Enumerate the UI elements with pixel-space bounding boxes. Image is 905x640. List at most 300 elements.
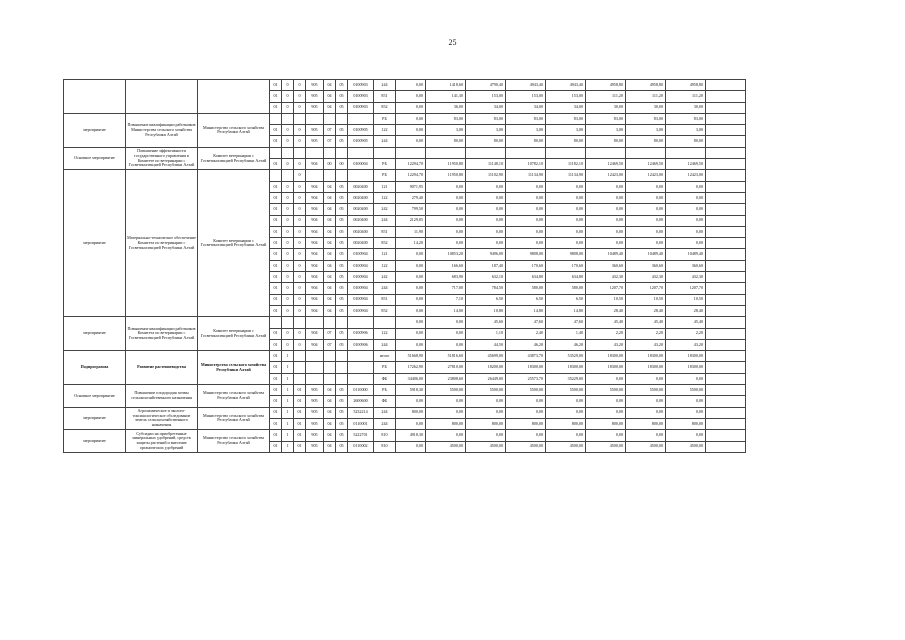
amount-cell: 12423,00 (666, 170, 706, 181)
amount-cell: 10489,40 (626, 249, 666, 260)
amount-cell: 0,00 (506, 204, 546, 215)
empty-cell (706, 215, 746, 226)
amount-cell: 83,00 (466, 113, 506, 124)
code-cell: 0 (294, 305, 306, 316)
amount-cell: 51816,60 (426, 351, 466, 362)
amount-cell: 0,00 (546, 181, 586, 192)
code-cell: 0 (282, 305, 294, 316)
amount-cell: 1207,70 (626, 283, 666, 294)
code-cell: 904 (306, 192, 324, 203)
code-cell: 0 (294, 192, 306, 203)
amount-cell: 0,00 (426, 226, 466, 237)
code-cell (348, 362, 374, 373)
code-cell: 904 (306, 159, 324, 170)
empty-cell (706, 430, 746, 441)
code-cell: 0 (282, 136, 294, 147)
amount-cell: 45,40 (626, 317, 666, 328)
amount-cell: 17262,90 (396, 362, 426, 373)
empty-cell (706, 351, 746, 362)
code-cell: 07 (324, 125, 336, 136)
code-cell: 0 (294, 102, 306, 113)
amount-cell: 0,00 (396, 136, 426, 147)
amount-cell: 4500,00 (626, 441, 666, 452)
table-row (64, 407, 786, 418)
code-cell: 0 (294, 80, 306, 91)
code-cell: 04 (324, 91, 336, 102)
code-cell: 0 (294, 181, 306, 192)
amount-cell (626, 147, 666, 158)
amount-cell: 0,00 (396, 272, 426, 283)
code-cell (270, 113, 282, 124)
code-cell: 1 (282, 430, 294, 441)
amount-cell: 0,00 (546, 215, 586, 226)
empty-cell (706, 328, 746, 339)
code-cell (324, 373, 336, 384)
amount-cell: 800,00 (546, 418, 586, 429)
code-cell: 01 (270, 430, 282, 441)
block-executor-cell: Комитет ветеринарии с Госветинспекцией Республики Алтай (198, 147, 270, 170)
code-cell: 05 (336, 204, 348, 215)
amount-cell: 0,00 (506, 226, 546, 237)
amount-cell: 18300,00 (626, 362, 666, 373)
code-cell: 0 (282, 226, 294, 237)
amount-cell: 0,00 (426, 339, 466, 350)
code-cell: 5222701 (348, 430, 374, 441)
amount-cell: 683,90 (426, 272, 466, 283)
amount-cell (546, 147, 586, 158)
code-cell (282, 170, 294, 181)
amount-cell: 0,00 (396, 91, 426, 102)
amount-cell: 2,40 (506, 328, 546, 339)
amount-cell: 43873,70 (506, 351, 546, 362)
amount-cell: 12469,50 (666, 159, 706, 170)
amount-cell: 0,00 (546, 204, 586, 215)
code-cell: 0 (282, 102, 294, 113)
code-cell: 1 (282, 418, 294, 429)
amount-cell: 0,00 (506, 215, 546, 226)
code-cell (324, 351, 336, 362)
table-row (64, 170, 786, 181)
amount-cell: 166,60 (426, 260, 466, 271)
amount-cell: 5500,00 (546, 385, 586, 396)
code-cell: 01 (270, 215, 282, 226)
amount-cell: 0,00 (626, 396, 666, 407)
code-cell: 04 (324, 305, 336, 316)
amount-cell: 0,00 (506, 181, 546, 192)
amount-cell: 80,00 (506, 136, 546, 147)
code-cell: 0 (294, 91, 306, 102)
code-cell: 01 (270, 272, 282, 283)
code-cell: 122 (374, 125, 396, 136)
empty-cell (706, 396, 746, 407)
amount-cell: 80,00 (546, 136, 586, 147)
code-cell: 242 (374, 272, 396, 283)
code-cell: 05 (336, 238, 348, 249)
amount-cell: 80,00 (626, 136, 666, 147)
code-cell: 905 (306, 136, 324, 147)
code-cell (306, 170, 324, 181)
code-cell: 01 (270, 373, 282, 384)
empty-cell (706, 305, 746, 316)
code-cell: 905 (306, 407, 324, 418)
code-cell: 01 (270, 125, 282, 136)
code-cell: 0 (294, 136, 306, 147)
code-cell: 0 (294, 238, 306, 249)
amount-cell: 0,00 (626, 373, 666, 384)
code-cell: 0 (282, 215, 294, 226)
code-cell (282, 113, 294, 124)
code-cell: 905 (306, 430, 324, 441)
code-cell: 242 (374, 204, 396, 215)
empty-cell (706, 238, 746, 249)
amount-cell: 580,00 (506, 283, 546, 294)
code-cell: 01 (270, 192, 282, 203)
code-cell: 904 (306, 294, 324, 305)
code-cell: 904 (306, 215, 324, 226)
code-cell: 0 (282, 249, 294, 260)
amount-cell: 9808,00 (506, 249, 546, 260)
amount-cell: 153,00 (506, 91, 546, 102)
table-row (64, 385, 786, 396)
code-cell: 244 (374, 407, 396, 418)
amount-cell: 0,00 (626, 215, 666, 226)
code-cell: 0 (282, 204, 294, 215)
amount-cell: 800,00 (506, 418, 546, 429)
amount-cell: 4958,80 (586, 80, 626, 91)
code-cell (282, 317, 294, 328)
code-cell: 05 (336, 418, 348, 429)
empty-cell (706, 147, 746, 158)
code-cell: 0 (294, 339, 306, 350)
code-cell (270, 317, 282, 328)
amount-cell: 0,00 (396, 317, 426, 328)
amount-cell: 0,00 (396, 102, 426, 113)
code-cell: РБ (374, 385, 396, 396)
code-cell: 904 (306, 272, 324, 283)
amount-cell: 153,00 (546, 91, 586, 102)
code-cell: 0 (294, 283, 306, 294)
amount-cell (396, 147, 426, 158)
amount-cell: 784,50 (466, 283, 506, 294)
amount-cell: 80,00 (586, 136, 626, 147)
code-cell (374, 147, 396, 158)
amount-cell: 432,30 (586, 272, 626, 283)
code-cell (294, 147, 306, 158)
amount-cell: 0,00 (666, 238, 706, 249)
amount-cell: 279,40 (396, 192, 426, 203)
code-cell: 01 (270, 283, 282, 294)
amount-cell: 0,00 (586, 181, 626, 192)
amount-cell: 4500,00 (546, 441, 586, 452)
amount-cell: 5500,00 (426, 385, 466, 396)
amount-cell: 18300,00 (626, 351, 666, 362)
amount-cell: 43,20 (626, 339, 666, 350)
amount-cell: 18300,00 (586, 351, 626, 362)
code-cell: 05 (336, 294, 348, 305)
amount-cell: 2129,05 (396, 215, 426, 226)
code-cell (306, 113, 324, 124)
code-cell: РБ (374, 113, 396, 124)
code-cell: 05 (336, 136, 348, 147)
amount-cell: 18300,00 (666, 351, 706, 362)
code-cell: 01 (270, 362, 282, 373)
code-cell: 04 (324, 238, 336, 249)
amount-cell: 4500,00 (426, 441, 466, 452)
amount-cell: 10489,40 (666, 249, 706, 260)
code-cell: 04 (324, 385, 336, 396)
code-cell: 01 (270, 80, 282, 91)
empty-cell (706, 294, 746, 305)
code-cell: 0100904 (348, 305, 374, 316)
amount-cell: 2,20 (666, 328, 706, 339)
amount-cell: 360,60 (586, 260, 626, 271)
code-cell: 0 (282, 339, 294, 350)
amount-cell (426, 147, 466, 158)
amount-cell: 5500,00 (586, 385, 626, 396)
code-cell: 0 (282, 238, 294, 249)
amount-cell: 0,00 (546, 238, 586, 249)
block-type-cell: Основное мероприятие (64, 147, 126, 170)
amount-cell: 0,00 (586, 192, 626, 203)
amount-cell: 0,00 (466, 192, 506, 203)
code-cell (336, 170, 348, 181)
amount-cell: 4500,00 (466, 441, 506, 452)
code-cell: 0020400 (348, 215, 374, 226)
empty-cell (706, 192, 746, 203)
amount-cell: 80,00 (666, 136, 706, 147)
amount-cell: 34,00 (466, 102, 506, 113)
empty-cell (706, 317, 746, 328)
amount-cell: 0,00 (426, 181, 466, 192)
code-cell: 05 (336, 339, 348, 350)
amount-cell: 4790,40 (466, 80, 506, 91)
amount-cell: 83,00 (506, 113, 546, 124)
code-cell (294, 373, 306, 384)
amount-cell: 10489,40 (586, 249, 626, 260)
amount-cell: 0,00 (626, 430, 666, 441)
code-cell: 07 (324, 328, 336, 339)
code-cell (348, 147, 374, 158)
code-cell: 01 (270, 238, 282, 249)
amount-cell: 83,00 (626, 113, 666, 124)
amount-cell: 432,30 (666, 272, 706, 283)
amount-cell: 4500,00 (666, 441, 706, 452)
amount-cell: 83,00 (666, 113, 706, 124)
code-cell: 05 (336, 272, 348, 283)
code-cell: 122 (374, 260, 396, 271)
empty-cell (706, 373, 746, 384)
code-cell: 5232214 (348, 407, 374, 418)
block-name-cell: Повышение эффективности государственного управления в Комитете по ветеринарии с Госветинспекцией Республики Алтай (126, 147, 198, 170)
amount-cell: 10,50 (586, 294, 626, 305)
empty-cell (706, 102, 746, 113)
amount-cell: 6,50 (506, 294, 546, 305)
amount-cell: 25573,70 (506, 373, 546, 384)
table-row (64, 317, 786, 328)
code-cell: 244 (374, 80, 396, 91)
amount-cell: 12469,50 (626, 159, 666, 170)
amount-cell: 43,20 (586, 339, 626, 350)
amount-cell: 0,00 (426, 407, 466, 418)
code-cell: 01 (270, 418, 282, 429)
code-cell: 0100904 (348, 283, 374, 294)
code-cell (348, 351, 374, 362)
amount-cell: 10782,10 (506, 159, 546, 170)
block-executor-cell: Комитет ветеринарии с Госветинспекцией Республики Алтай (198, 317, 270, 351)
code-cell: 04 (324, 192, 336, 203)
code-cell (324, 113, 336, 124)
amount-cell: 23808,60 (426, 373, 466, 384)
code-cell: 07 (324, 339, 336, 350)
amount-cell: 45699,00 (466, 351, 506, 362)
block-executor-cell: Комитет ветеринарии с Госветинспекцией Республики Алтай (198, 170, 270, 317)
amount-cell: 800,00 (666, 418, 706, 429)
code-cell: 904 (306, 339, 324, 350)
code-cell: 04 (324, 441, 336, 452)
code-cell: 1 (282, 441, 294, 452)
amount-cell: 0,00 (506, 430, 546, 441)
code-cell: 0110001 (348, 418, 374, 429)
amount-cell: 800,00 (426, 418, 466, 429)
amount-cell: 83,00 (586, 113, 626, 124)
code-cell: 01 (270, 204, 282, 215)
empty-cell (706, 204, 746, 215)
amount-cell: 4918,30 (396, 430, 426, 441)
amount-cell: 187,40 (466, 260, 506, 271)
amount-cell: 18300,00 (666, 362, 706, 373)
amount-cell: 0,00 (466, 407, 506, 418)
code-cell (306, 373, 324, 384)
code-cell (270, 147, 282, 158)
code-cell: 244 (374, 215, 396, 226)
code-cell: 122 (374, 328, 396, 339)
amount-cell: 717,00 (426, 283, 466, 294)
code-cell: 01 (270, 260, 282, 271)
amount-cell: 4943,40 (506, 80, 546, 91)
amount-cell: 111,20 (626, 91, 666, 102)
code-cell: 904 (306, 181, 324, 192)
amount-cell: 10853,20 (426, 249, 466, 260)
code-cell: 05 (336, 407, 348, 418)
amount-cell: 2,20 (586, 328, 626, 339)
code-cell: 01 (270, 249, 282, 260)
empty-cell (706, 385, 746, 396)
code-cell: 01 (270, 396, 282, 407)
amount-cell: 634,80 (546, 272, 586, 283)
code-cell: 0020400 (348, 181, 374, 192)
empty-cell (706, 113, 746, 124)
code-cell: 05 (336, 283, 348, 294)
amount-cell: 0,00 (586, 430, 626, 441)
amount-cell: 5500,00 (466, 385, 506, 396)
code-cell: 121 (374, 249, 396, 260)
amount-cell: 34,00 (546, 102, 586, 113)
amount-cell: 0,00 (426, 192, 466, 203)
code-cell: 04 (324, 407, 336, 418)
amount-cell: 46,20 (546, 339, 586, 350)
code-cell: 0100906 (348, 328, 374, 339)
code-cell: 0 (294, 272, 306, 283)
amount-cell: 0,00 (666, 192, 706, 203)
amount-cell: 0,00 (586, 396, 626, 407)
amount-cell: 0,00 (426, 328, 466, 339)
code-cell (324, 317, 336, 328)
code-cell (270, 170, 282, 181)
code-cell: РБ (374, 159, 396, 170)
code-cell: 904 (306, 249, 324, 260)
code-cell: 05 (336, 181, 348, 192)
amount-cell: 11134,90 (546, 170, 586, 181)
code-cell: 04 (324, 418, 336, 429)
code-cell: 0 (294, 249, 306, 260)
code-cell: 0 (294, 328, 306, 339)
amount-cell: 83,00 (426, 113, 466, 124)
amount-cell: 360,60 (626, 260, 666, 271)
code-cell (294, 362, 306, 373)
code-cell: 0100903 (348, 102, 374, 113)
code-cell: 01 (294, 396, 306, 407)
code-cell: 0 (294, 159, 306, 170)
code-cell: 01 (270, 305, 282, 316)
amount-cell: 28,40 (666, 305, 706, 316)
amount-cell: 12294,70 (396, 159, 426, 170)
amount-cell: 10,50 (666, 294, 706, 305)
amount-cell: 30,00 (666, 102, 706, 113)
amount-cell: 0,00 (626, 226, 666, 237)
code-cell: 05 (336, 125, 348, 136)
amount-cell: 1418,60 (426, 80, 466, 91)
amount-cell: 0,00 (586, 226, 626, 237)
amount-cell: 11134,90 (506, 170, 546, 181)
code-cell: 0 (282, 192, 294, 203)
amount-cell: 18300,00 (546, 362, 586, 373)
code-cell: 905 (306, 441, 324, 452)
code-cell: 1 (282, 373, 294, 384)
amount-cell: 0,00 (426, 430, 466, 441)
amount-cell: 10,80 (466, 305, 506, 316)
code-cell: 04 (324, 430, 336, 441)
code-cell: 05 (336, 328, 348, 339)
amount-cell: 14,80 (506, 305, 546, 316)
code-cell: 904 (306, 305, 324, 316)
code-cell: 0020400 (348, 204, 374, 215)
code-cell (336, 373, 348, 384)
code-cell: 05 (336, 102, 348, 113)
amount-cell (466, 147, 506, 158)
code-cell: 01 (270, 407, 282, 418)
code-cell: 01 (270, 226, 282, 237)
code-cell: 04 (324, 226, 336, 237)
amount-cell: 0,00 (666, 430, 706, 441)
empty-cell (706, 407, 746, 418)
amount-cell: 18300,00 (586, 362, 626, 373)
amount-cell: 0,00 (666, 407, 706, 418)
amount-cell: 3,00 (466, 125, 506, 136)
code-cell: 05 (336, 192, 348, 203)
code-cell: 122 (374, 192, 396, 203)
amount-cell: 0,00 (396, 294, 426, 305)
amount-cell: 11,90 (396, 226, 426, 237)
code-cell (348, 317, 374, 328)
amount-cell: 0,00 (666, 226, 706, 237)
code-cell (294, 317, 306, 328)
amount-cell: 4958,80 (666, 80, 706, 91)
amount-cell: 35229,00 (546, 373, 586, 384)
code-cell: 2600600 (348, 396, 374, 407)
code-cell: 07 (324, 136, 336, 147)
table-row (64, 147, 786, 158)
amount-cell: 800,00 (626, 418, 666, 429)
